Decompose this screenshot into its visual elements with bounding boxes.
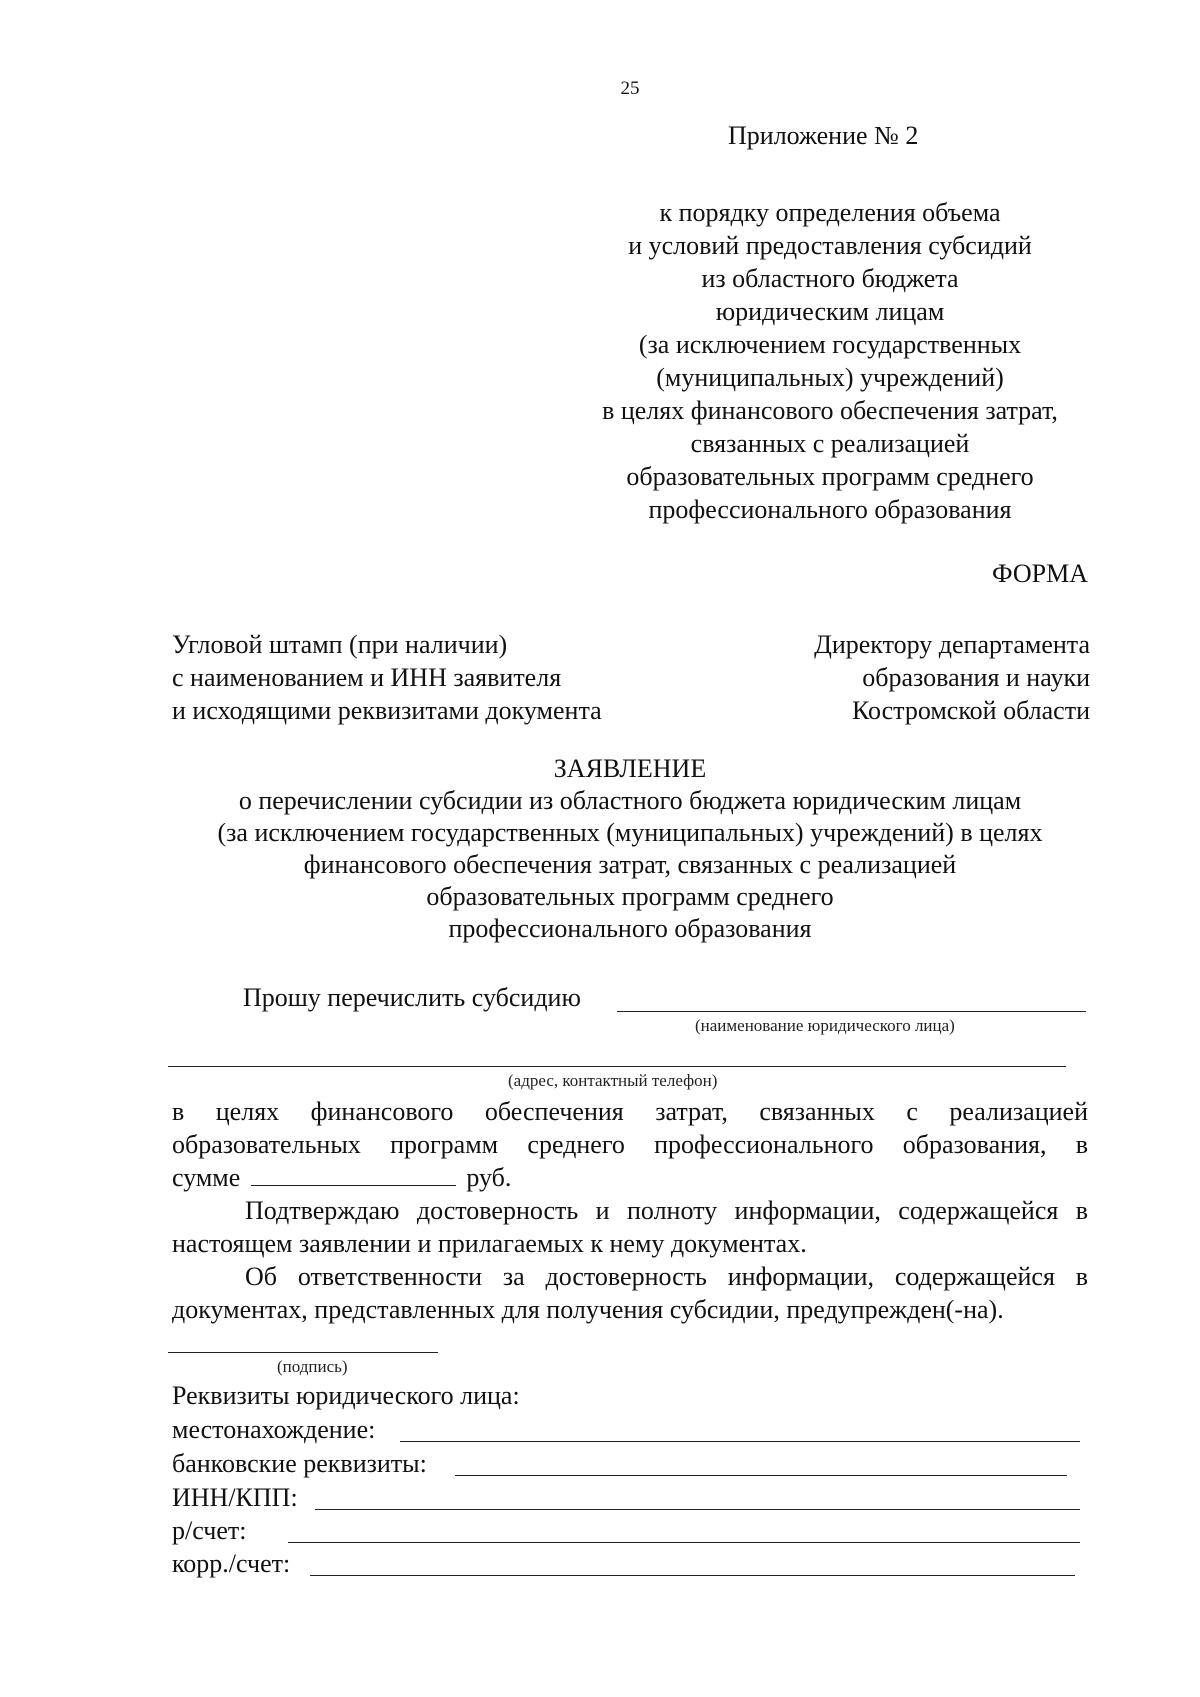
statement-line: финансового обеспечения затрат, связанных с реализацией xyxy=(303,850,957,879)
appendix-subtitle-line: связанных с реализацией xyxy=(690,429,970,458)
addressee-line: Директору департамента xyxy=(814,630,1090,659)
address-phone-field[interactable] xyxy=(168,1066,1066,1067)
confirm-paragraph: Подтверждаю достоверность и полноту информации, содержащейся в настоящем заявлении и прилагаемых к нему документах. xyxy=(172,1196,1088,1258)
inn-kpp-label: ИНН/КПП: xyxy=(172,1483,298,1512)
amount-field[interactable] xyxy=(251,1161,456,1186)
statement-heading xyxy=(150,753,1110,945)
requisites-heading: Реквизиты юридического лица: xyxy=(172,1381,520,1410)
request-text: Прошу перечислить субсидию xyxy=(243,983,581,1012)
stamp-line: с наименованием и ИНН заявителя xyxy=(172,663,562,692)
amount-suffix: руб. xyxy=(466,1163,512,1192)
statement-title: ЗАЯВЛЕНИЕ xyxy=(553,754,707,783)
stamp-line: и исходящими реквизитами документа xyxy=(172,696,602,725)
bank-details-field[interactable] xyxy=(455,1475,1067,1476)
account-field[interactable] xyxy=(288,1542,1080,1543)
statement-body xyxy=(172,1095,1088,1326)
appendix-title: Приложение № 2 xyxy=(728,121,919,150)
appendix-subtitle-line: (муниципальных) учреждений) xyxy=(656,363,1004,392)
amount-row xyxy=(172,1161,1088,1194)
appendix-subtitle-line: и условий предоставления субсидий xyxy=(628,231,1032,260)
corr-account-label: корр./счет: xyxy=(172,1549,291,1578)
account-label: р/счет: xyxy=(172,1516,247,1545)
statement-line: о перечислении субсидии из областного бюджета юридическим лицам xyxy=(238,786,1022,815)
purpose-line: в целях финансового обеспечения затрат, связанных с реализацией xyxy=(172,1097,1088,1126)
appendix-subtitle xyxy=(580,196,1080,526)
statement-line: профессионального образования xyxy=(448,914,812,943)
bank-label: банковские реквизиты: xyxy=(172,1449,427,1478)
address-phone-hint: (адрес, контактный телефон) xyxy=(508,1071,718,1090)
inn-kpp-field[interactable] xyxy=(315,1509,1080,1510)
appendix-subtitle-line: в целях финансового обеспечения затрат, xyxy=(602,396,1058,425)
appendix-subtitle-line: к порядку определения объема xyxy=(659,198,1001,227)
addressee-line: Костромской области xyxy=(851,696,1090,725)
corner-stamp-block xyxy=(172,628,602,727)
appendix-subtitle-line: образовательных программ среднего xyxy=(626,462,1034,491)
purpose-line: образовательных программ среднего профессионального образования, в xyxy=(172,1130,1088,1159)
location-field[interactable] xyxy=(400,1441,1080,1442)
entity-name-field[interactable] xyxy=(617,1011,1086,1012)
signature-field[interactable] xyxy=(168,1352,438,1353)
appendix-subtitle-line: (за исключением государственных xyxy=(638,330,1022,359)
corr-account-field[interactable] xyxy=(310,1575,1075,1576)
appendix-subtitle-line: профессионального образования xyxy=(648,495,1012,524)
addressee-line: образования и науки xyxy=(862,663,1090,692)
statement-line: (за исключением государственных (муниципальных) учреждений) в целях xyxy=(217,818,1043,847)
entity-name-hint: (наименование юридического лица) xyxy=(695,1016,955,1035)
page-number: 25 xyxy=(620,78,640,99)
signature-hint: (подпись) xyxy=(277,1357,348,1376)
amount-prefix: сумме xyxy=(172,1163,241,1192)
responsibility-paragraph: Об ответственности за достоверность информации, содержащейся в документах, представленных для получения субсидии, предупрежден(-на). xyxy=(172,1262,1088,1324)
addressee-block xyxy=(740,628,1090,727)
form-label: ФОРМА xyxy=(992,559,1088,588)
appendix-subtitle-line: юридическим лицам xyxy=(715,297,945,326)
statement-line: образовательных программ среднего xyxy=(426,882,834,911)
appendix-subtitle-line: из областного бюджета xyxy=(701,264,959,293)
location-label: местонахождение: xyxy=(172,1415,376,1444)
stamp-line: Угловой штамп (при наличии) xyxy=(172,630,508,659)
